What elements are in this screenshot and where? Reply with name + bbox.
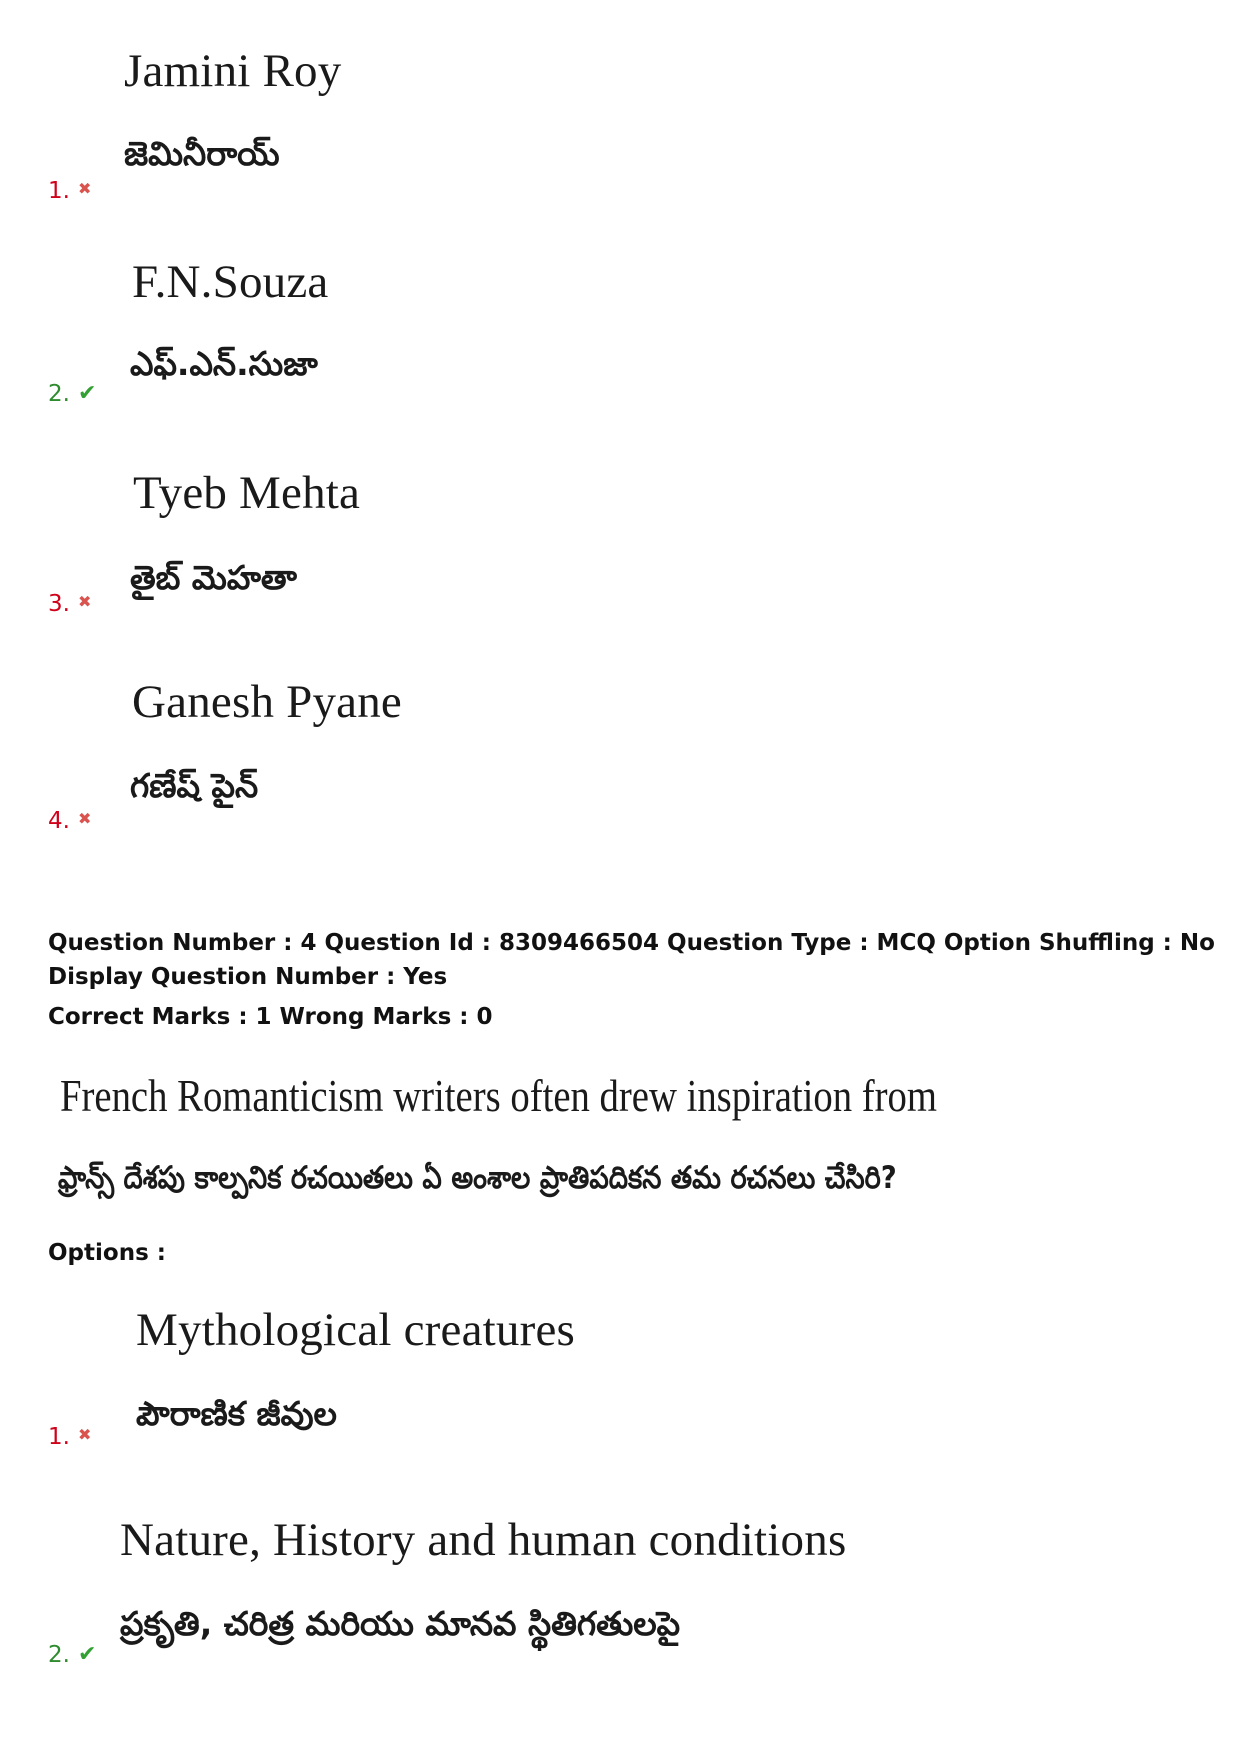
option-number-label: 1. — [48, 178, 70, 204]
option-telugu-text: పౌరాణిక జీవుల — [136, 1394, 337, 1433]
cross-icon: ✖ — [77, 1425, 92, 1444]
options-label: Options : — [48, 1240, 166, 1266]
option-english-text: Nature, History and human conditions — [120, 1514, 847, 1566]
option-number-label: 4. — [48, 808, 70, 834]
question-meta-line-1: Question Number : 4 Question Id : 8309466504 Question Type : MCQ Option Shuffling : No — [48, 930, 1215, 956]
option-number-label: 1. — [48, 1424, 70, 1450]
option-english-text: F.N.Souza — [132, 256, 329, 308]
question-meta-line-3: Correct Marks : 1 Wrong Marks : 0 — [48, 1004, 493, 1030]
option-telugu-text: ప్రకృతి, చరిత్ర మరియు మానవ స్థితిగతులపై — [120, 1604, 681, 1643]
option-number-label: 3. — [48, 591, 70, 617]
option-number — [48, 1424, 91, 1450]
question-meta-line-2: Display Question Number : Yes — [48, 964, 448, 990]
check-icon: ✔ — [77, 381, 97, 406]
option-english-text: Jamini Roy — [124, 45, 342, 97]
option-english-text: Ganesh Pyane — [132, 676, 402, 728]
option-english-text: Tyeb Mehta — [133, 467, 361, 519]
option-telugu-text: గణేష్ పైన్ — [130, 766, 259, 805]
option-english-text: Mythological creatures — [136, 1304, 575, 1356]
option-telugu-text: జెమినీరాయ్ — [124, 134, 280, 173]
option-number — [48, 381, 96, 407]
option-telugu-text: తైబ్ మెహతా — [130, 558, 297, 597]
cross-icon: ✖ — [77, 592, 92, 611]
cross-icon: ✖ — [77, 809, 92, 828]
check-icon: ✔ — [77, 1642, 97, 1667]
option-telugu-text: ఎఫ్.ఎన్.సుజా — [130, 344, 318, 383]
option-number — [48, 591, 91, 617]
question-english-text: French Romanticism writers often drew inspiration from — [60, 1071, 938, 1121]
option-number-label: 2. — [48, 381, 70, 407]
question-telugu-text: ఫ్రాన్స్ దేశపు కాల్పనిక రచయితలు ఏ అంశాల ప్రాతిపదికన తమ రచనలు చేసిరి? — [58, 1160, 897, 1196]
option-number — [48, 808, 91, 834]
option-number-label: 2. — [48, 1642, 70, 1668]
option-number — [48, 1642, 96, 1668]
cross-icon: ✖ — [77, 179, 92, 198]
option-number — [48, 178, 91, 204]
